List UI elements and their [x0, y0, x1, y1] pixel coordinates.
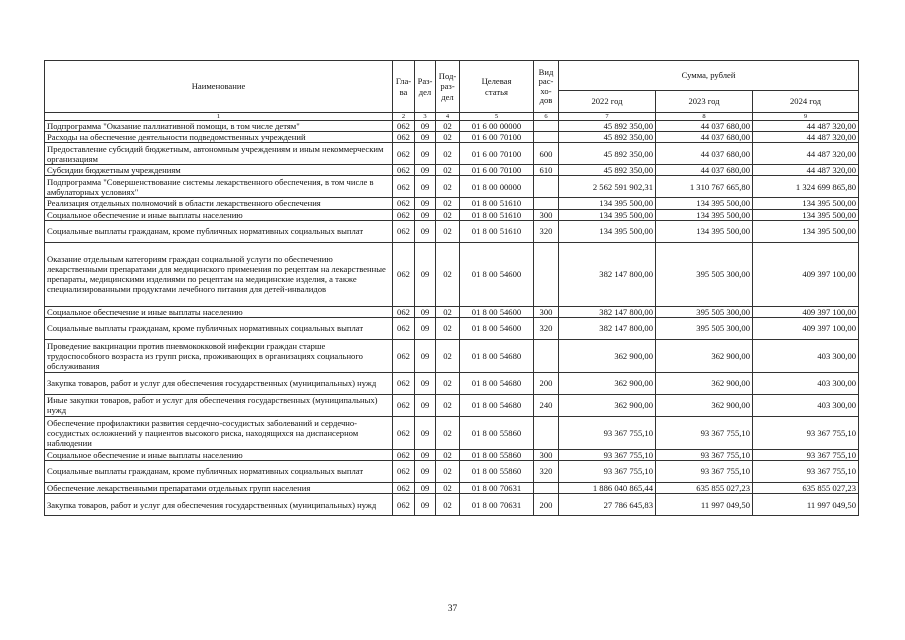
- row-razdel: 09: [415, 176, 436, 198]
- row-glava: 062: [393, 220, 415, 242]
- column-index: 1: [45, 113, 393, 121]
- row-sum-2023: 93 367 755,10: [656, 416, 753, 449]
- row-podrazdel: 02: [436, 394, 460, 416]
- row-razdel: 09: [415, 143, 436, 165]
- row-sum-2023: 395 505 300,00: [656, 242, 753, 306]
- row-podrazdel: 02: [436, 220, 460, 242]
- header-vid-rashodov: Вид рас- хо- дов: [534, 61, 559, 113]
- row-razdel: 09: [415, 220, 436, 242]
- row-podrazdel: 02: [436, 494, 460, 516]
- row-name: Оказание отдельным категориям граждан социальной услуги по обеспечению лекарственными препаратами для медицинского применения по рецептам на лекарственные препараты, медицинскими изделиями по рецептам на медицинские изделия, а также специализированными продуктами лечебного питания для детей-инвалидов: [45, 242, 393, 306]
- row-sum-2024: 409 397 100,00: [753, 242, 859, 306]
- row-vid-rashodov: [534, 339, 559, 372]
- row-sum-2023: 134 395 500,00: [656, 220, 753, 242]
- row-podrazdel: 02: [436, 449, 460, 460]
- row-glava: 062: [393, 416, 415, 449]
- row-podrazdel: 02: [436, 165, 460, 176]
- row-glava: 062: [393, 449, 415, 460]
- row-podrazdel: 02: [436, 306, 460, 317]
- row-podrazdel: 02: [436, 209, 460, 220]
- header-year-2023: 2023 год: [656, 91, 753, 113]
- row-razdel: 09: [415, 317, 436, 339]
- row-sum-2024: 93 367 755,10: [753, 449, 859, 460]
- table-row: [45, 339, 859, 372]
- row-glava: 062: [393, 143, 415, 165]
- column-index: 7: [559, 113, 656, 121]
- row-vid-rashodov: 600: [534, 143, 559, 165]
- row-sum-2022: 45 892 350,00: [559, 165, 656, 176]
- row-vid-rashodov: 610: [534, 165, 559, 176]
- row-razdel: 09: [415, 394, 436, 416]
- header-celevaya-statya: Целевая статья: [460, 61, 534, 113]
- header-year-2022: 2022 год: [559, 91, 656, 113]
- row-sum-2023: 362 900,00: [656, 339, 753, 372]
- row-podrazdel: 02: [436, 416, 460, 449]
- row-celevaya-statya: 01 8 00 00000: [460, 176, 534, 198]
- row-name: Расходы на обеспечение деятельности подведомственных учреждений: [45, 132, 393, 143]
- table-row: [45, 220, 859, 242]
- row-sum-2022: 134 395 500,00: [559, 209, 656, 220]
- column-index: 6: [534, 113, 559, 121]
- row-name: Социальное обеспечение и иные выплаты населению: [45, 306, 393, 317]
- row-sum-2022: 134 395 500,00: [559, 198, 656, 209]
- row-sum-2023: 395 505 300,00: [656, 317, 753, 339]
- row-sum-2023: 93 367 755,10: [656, 460, 753, 482]
- row-celevaya-statya: 01 8 00 51610: [460, 220, 534, 242]
- header-glava: Гла- ва: [393, 61, 415, 113]
- column-index: 9: [753, 113, 859, 121]
- row-name: Обеспечение профилактики развития сердечно-сосудистых заболеваний и сердечно-сосудистых осложнений у пациентов высокого риска, находящихся на диспансерном наблюдении: [45, 416, 393, 449]
- row-sum-2024: 409 397 100,00: [753, 317, 859, 339]
- row-razdel: 09: [415, 132, 436, 143]
- row-celevaya-statya: 01 8 00 51610: [460, 198, 534, 209]
- table-row: [45, 209, 859, 220]
- table-row: [45, 394, 859, 416]
- row-razdel: 09: [415, 242, 436, 306]
- table-row: [45, 317, 859, 339]
- row-vid-rashodov: [534, 132, 559, 143]
- row-vid-rashodov: 240: [534, 394, 559, 416]
- row-razdel: 09: [415, 198, 436, 209]
- row-celevaya-statya: 01 8 00 70631: [460, 482, 534, 493]
- row-razdel: 09: [415, 449, 436, 460]
- row-glava: 062: [393, 121, 415, 132]
- row-vid-rashodov: 320: [534, 220, 559, 242]
- column-index: 8: [656, 113, 753, 121]
- row-razdel: 09: [415, 121, 436, 132]
- row-celevaya-statya: 01 8 00 55860: [460, 460, 534, 482]
- row-glava: 062: [393, 209, 415, 220]
- row-sum-2023: 635 855 027,23: [656, 482, 753, 493]
- row-celevaya-statya: 01 8 00 54680: [460, 372, 534, 394]
- row-name: Иные закупки товаров, работ и услуг для обеспечения государственных (муниципальных) нужд: [45, 394, 393, 416]
- table-row: [45, 494, 859, 516]
- row-celevaya-statya: 01 8 00 70631: [460, 494, 534, 516]
- row-sum-2024: 1 324 699 865,80: [753, 176, 859, 198]
- row-sum-2023: 134 395 500,00: [656, 198, 753, 209]
- table-row: [45, 198, 859, 209]
- row-sum-2022: 2 562 591 902,31: [559, 176, 656, 198]
- row-podrazdel: 02: [436, 482, 460, 493]
- row-razdel: 09: [415, 165, 436, 176]
- row-sum-2024: 93 367 755,10: [753, 460, 859, 482]
- table-row: [45, 482, 859, 493]
- row-sum-2023: 44 037 680,00: [656, 132, 753, 143]
- table-row: [45, 306, 859, 317]
- table-row: [45, 121, 859, 132]
- table-body: [45, 121, 859, 516]
- page-number: 37: [447, 604, 458, 614]
- row-sum-2023: 362 900,00: [656, 372, 753, 394]
- row-sum-2022: 362 900,00: [559, 372, 656, 394]
- row-sum-2022: 382 147 800,00: [559, 306, 656, 317]
- row-podrazdel: 02: [436, 317, 460, 339]
- row-name: Проведение вакцинации против пневмококковой инфекции граждан старше трудоспособного возраста из групп риска, проживающих в организациях социального обслуживания: [45, 339, 393, 372]
- row-sum-2023: 11 997 049,50: [656, 494, 753, 516]
- row-name: Обеспечение лекарственными препаратами отдельных групп населения: [45, 482, 393, 493]
- row-sum-2024: 635 855 027,23: [753, 482, 859, 493]
- row-podrazdel: 02: [436, 460, 460, 482]
- row-sum-2022: 1 886 040 865,44: [559, 482, 656, 493]
- row-razdel: 09: [415, 339, 436, 372]
- row-sum-2022: 93 367 755,10: [559, 449, 656, 460]
- row-sum-2022: 362 900,00: [559, 394, 656, 416]
- row-vid-rashodov: 200: [534, 494, 559, 516]
- row-name: Подпрограмма "Оказание паллиативной помощи, в том числе детям": [45, 121, 393, 132]
- row-vid-rashodov: 300: [534, 449, 559, 460]
- row-sum-2022: 45 892 350,00: [559, 143, 656, 165]
- row-name: Социальные выплаты гражданам, кроме публичных нормативных социальных выплат: [45, 317, 393, 339]
- row-podrazdel: 02: [436, 143, 460, 165]
- row-celevaya-statya: 01 8 00 54680: [460, 339, 534, 372]
- row-name: Субсидии бюджетным учреждениям: [45, 165, 393, 176]
- row-celevaya-statya: 01 8 00 54600: [460, 317, 534, 339]
- row-glava: 062: [393, 372, 415, 394]
- header-name: Наименование: [45, 61, 393, 113]
- row-razdel: 09: [415, 416, 436, 449]
- row-sum-2024: 44 487 320,00: [753, 121, 859, 132]
- table-row: [45, 372, 859, 394]
- row-vid-rashodov: [534, 121, 559, 132]
- row-sum-2023: 1 310 767 665,80: [656, 176, 753, 198]
- column-index: 2: [393, 113, 415, 121]
- row-name: Подпрограмма "Совершенствование системы лекарственного обеспечения, в том числе в амбулаторных условиях": [45, 176, 393, 198]
- table-row: [45, 176, 859, 198]
- row-podrazdel: 02: [436, 198, 460, 209]
- row-celevaya-statya: 01 6 00 70100: [460, 165, 534, 176]
- row-name: Социальное обеспечение и иные выплаты населению: [45, 449, 393, 460]
- column-index: 3: [415, 113, 436, 121]
- row-vid-rashodov: [534, 242, 559, 306]
- row-podrazdel: 02: [436, 372, 460, 394]
- row-sum-2024: 134 395 500,00: [753, 209, 859, 220]
- row-glava: 062: [393, 482, 415, 493]
- row-celevaya-statya: 01 8 00 51610: [460, 209, 534, 220]
- row-glava: 062: [393, 494, 415, 516]
- row-podrazdel: 02: [436, 242, 460, 306]
- row-sum-2024: 403 300,00: [753, 339, 859, 372]
- row-glava: 062: [393, 176, 415, 198]
- row-glava: 062: [393, 132, 415, 143]
- row-vid-rashodov: [534, 482, 559, 493]
- row-sum-2024: 134 395 500,00: [753, 220, 859, 242]
- row-glava: 062: [393, 394, 415, 416]
- row-name: Закупка товаров, работ и услуг для обеспечения государственных (муниципальных) нужд: [45, 372, 393, 394]
- row-sum-2023: 44 037 680,00: [656, 143, 753, 165]
- row-celevaya-statya: 01 8 00 54600: [460, 242, 534, 306]
- row-glava: 062: [393, 165, 415, 176]
- table-row: [45, 460, 859, 482]
- row-sum-2022: 93 367 755,10: [559, 416, 656, 449]
- row-sum-2022: 45 892 350,00: [559, 132, 656, 143]
- row-razdel: 09: [415, 372, 436, 394]
- row-vid-rashodov: 320: [534, 460, 559, 482]
- row-sum-2024: 11 997 049,50: [753, 494, 859, 516]
- row-name: Предоставление субсидий бюджетным, автономным учреждениям и иным некоммерческим организациям: [45, 143, 393, 165]
- row-celevaya-statya: 01 8 00 55860: [460, 449, 534, 460]
- row-vid-rashodov: 200: [534, 372, 559, 394]
- row-glava: 062: [393, 306, 415, 317]
- column-index: 5: [460, 113, 534, 121]
- table-row: [45, 143, 859, 165]
- header-summa: Сумма, рублей: [559, 61, 859, 91]
- row-name: Реализация отдельных полномочий в области лекарственного обеспечения: [45, 198, 393, 209]
- row-sum-2024: 403 300,00: [753, 394, 859, 416]
- row-sum-2022: 93 367 755,10: [559, 460, 656, 482]
- row-glava: 062: [393, 198, 415, 209]
- row-vid-rashodov: 300: [534, 306, 559, 317]
- row-sum-2024: 44 487 320,00: [753, 132, 859, 143]
- header-year-2024: 2024 год: [753, 91, 859, 113]
- row-sum-2024: 44 487 320,00: [753, 165, 859, 176]
- row-razdel: 09: [415, 209, 436, 220]
- row-name: Социальное обеспечение и иные выплаты населению: [45, 209, 393, 220]
- row-podrazdel: 02: [436, 132, 460, 143]
- row-celevaya-statya: 01 6 00 70100: [460, 143, 534, 165]
- table-row: [45, 449, 859, 460]
- row-sum-2022: 134 395 500,00: [559, 220, 656, 242]
- row-celevaya-statya: 01 8 00 55860: [460, 416, 534, 449]
- row-name: Закупка товаров, работ и услуг для обеспечения государственных (муниципальных) нужд: [45, 494, 393, 516]
- header-podrazdel: Под- раз- дел: [436, 61, 460, 113]
- row-glava: 062: [393, 317, 415, 339]
- row-celevaya-statya: 01 6 00 00000: [460, 121, 534, 132]
- row-sum-2023: 134 395 500,00: [656, 209, 753, 220]
- row-sum-2022: 382 147 800,00: [559, 242, 656, 306]
- row-sum-2023: 395 505 300,00: [656, 306, 753, 317]
- row-sum-2022: 45 892 350,00: [559, 121, 656, 132]
- row-sum-2024: 409 397 100,00: [753, 306, 859, 317]
- row-celevaya-statya: 01 8 00 54680: [460, 394, 534, 416]
- table-row: [45, 416, 859, 449]
- row-sum-2023: 93 367 755,10: [656, 449, 753, 460]
- row-celevaya-statya: 01 8 00 54600: [460, 306, 534, 317]
- row-podrazdel: 02: [436, 176, 460, 198]
- row-podrazdel: 02: [436, 339, 460, 372]
- column-index: 4: [436, 113, 460, 121]
- row-sum-2023: 44 037 680,00: [656, 121, 753, 132]
- row-vid-rashodov: [534, 176, 559, 198]
- row-glava: 062: [393, 460, 415, 482]
- row-sum-2024: 44 487 320,00: [753, 143, 859, 165]
- row-sum-2022: 362 900,00: [559, 339, 656, 372]
- table-row: [45, 132, 859, 143]
- row-vid-rashodov: 320: [534, 317, 559, 339]
- budget-table: [44, 60, 859, 516]
- row-sum-2023: 362 900,00: [656, 394, 753, 416]
- row-razdel: 09: [415, 494, 436, 516]
- row-sum-2022: 27 786 645,83: [559, 494, 656, 516]
- row-glava: 062: [393, 242, 415, 306]
- row-sum-2024: 134 395 500,00: [753, 198, 859, 209]
- row-sum-2024: 403 300,00: [753, 372, 859, 394]
- table-row: [45, 242, 859, 306]
- row-razdel: 09: [415, 306, 436, 317]
- row-name: Социальные выплаты гражданам, кроме публичных нормативных социальных выплат: [45, 220, 393, 242]
- row-razdel: 09: [415, 482, 436, 493]
- row-vid-rashodov: [534, 198, 559, 209]
- row-sum-2022: 382 147 800,00: [559, 317, 656, 339]
- row-vid-rashodov: [534, 416, 559, 449]
- row-razdel: 09: [415, 460, 436, 482]
- table-row: [45, 165, 859, 176]
- row-podrazdel: 02: [436, 121, 460, 132]
- row-name: Социальные выплаты гражданам, кроме публичных нормативных социальных выплат: [45, 460, 393, 482]
- row-celevaya-statya: 01 6 00 70100: [460, 132, 534, 143]
- row-sum-2023: 44 037 680,00: [656, 165, 753, 176]
- row-sum-2024: 93 367 755,10: [753, 416, 859, 449]
- header-razdel: Раз- дел: [415, 61, 436, 113]
- row-glava: 062: [393, 339, 415, 372]
- row-vid-rashodov: 300: [534, 209, 559, 220]
